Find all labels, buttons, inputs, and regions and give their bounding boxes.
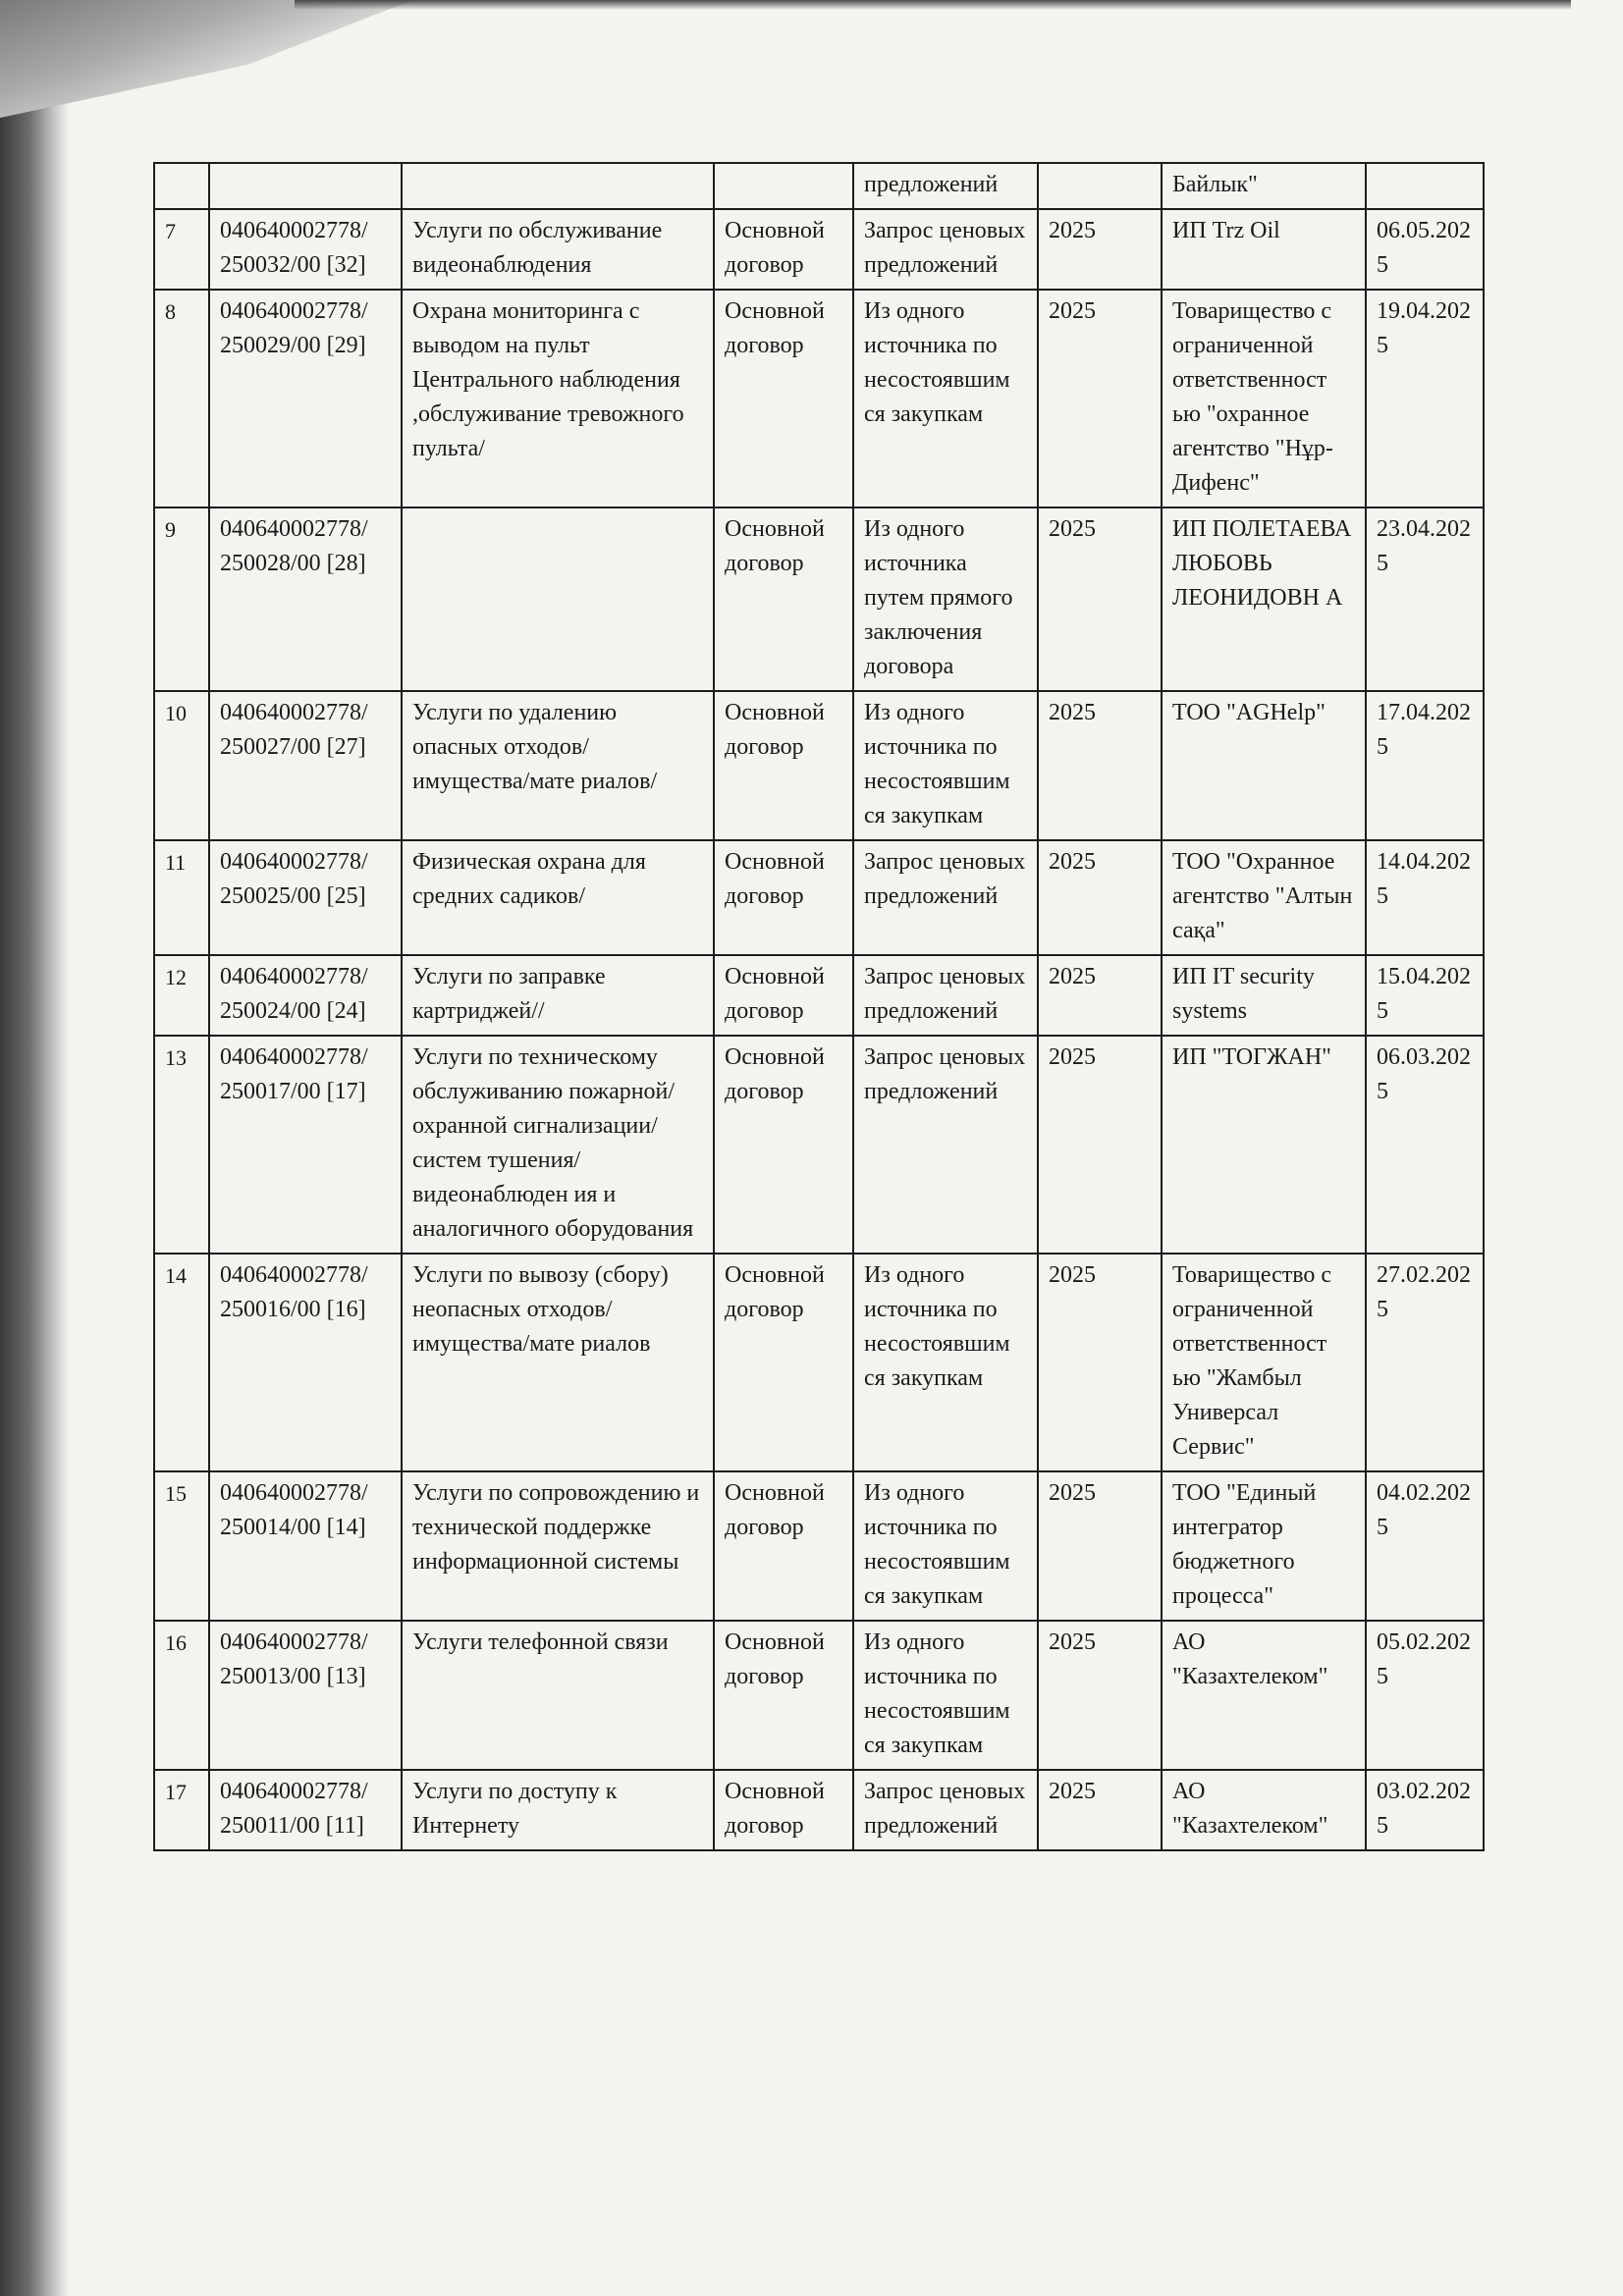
contract-year: 2025 [1038,209,1162,290]
supplier-name: АО "Казахтелеком" [1162,1621,1366,1770]
service-name [402,507,714,691]
procurement-method: Запрос ценовых предложений [853,209,1038,290]
procurement-method: Из одного источника путем прямого заключения договора [853,507,1038,691]
scan-left-edge [0,0,69,2296]
contract-id [209,163,402,209]
service-name: Услуги по заправке картриджей// [402,955,714,1036]
contract-type: Основной договор [714,209,853,290]
procurement-method: Запрос ценовых предложений [853,840,1038,955]
contract-id: 040640002778/ 250014/00 [14] [209,1471,402,1621]
contract-type: Основной договор [714,290,853,507]
contract-year: 2025 [1038,1770,1162,1850]
row-number: 9 [154,507,209,691]
contract-id: 040640002778/ 250013/00 [13] [209,1621,402,1770]
contract-type [714,163,853,209]
contract-id: 040640002778/ 250016/00 [16] [209,1254,402,1471]
table-row [154,1770,1484,1850]
row-number: 7 [154,209,209,290]
contract-id: 040640002778/ 250025/00 [25] [209,840,402,955]
contract-year: 2025 [1038,691,1162,840]
contract-date: 04.02.2025 [1366,1471,1484,1621]
row-number: 11 [154,840,209,955]
contract-date: 15.04.2025 [1366,955,1484,1036]
contract-year: 2025 [1038,955,1162,1036]
table-row [154,1621,1484,1770]
service-name: Охрана мониторинга с выводом на пульт Центрального наблюдения ,обслуживание тревожного пульта/ [402,290,714,507]
contract-date: 27.02.2025 [1366,1254,1484,1471]
supplier-name: Товарищество с ограниченной ответственност ью "Жамбыл Универсал Сервис" [1162,1254,1366,1471]
contract-id: 040640002778/ 250024/00 [24] [209,955,402,1036]
contract-date: 23.04.2025 [1366,507,1484,691]
row-number: 16 [154,1621,209,1770]
service-name: Услуги по удалению опасных отходов/имущества/мате риалов/ [402,691,714,840]
table-row [154,1254,1484,1471]
table-row [154,840,1484,955]
contract-year: 2025 [1038,290,1162,507]
table-row [154,507,1484,691]
row-number: 12 [154,955,209,1036]
table-row [154,1036,1484,1254]
service-name: Физическая охрана для средних садиков/ [402,840,714,955]
table-row [154,955,1484,1036]
contract-year: 2025 [1038,840,1162,955]
table-row [154,290,1484,507]
table-row [154,691,1484,840]
supplier-name: ТОО "AGHelp" [1162,691,1366,840]
service-name: Услуги по доступу к Интернету [402,1770,714,1850]
contract-date: 06.03.2025 [1366,1036,1484,1254]
contract-date: 14.04.2025 [1366,840,1484,955]
row-number [154,163,209,209]
table-row [154,163,1484,209]
contract-id: 040640002778/ 250032/00 [32] [209,209,402,290]
procurement-method: Запрос ценовых предложений [853,955,1038,1036]
table-row [154,1471,1484,1621]
contract-id: 040640002778/ 250017/00 [17] [209,1036,402,1254]
supplier-name: ИП ПОЛЕТАЕВА ЛЮБОВЬ ЛЕОНИДОВН А [1162,507,1366,691]
contract-type: Основной договор [714,691,853,840]
contract-year: 2025 [1038,1621,1162,1770]
scan-top-edge [295,0,1571,10]
procurement-method: Из одного источника по несостоявшим ся закупкам [853,1471,1038,1621]
service-name: Услуги по обслуживание видеонаблюдения [402,209,714,290]
contract-type: Основной договор [714,1770,853,1850]
procurement-method: предложений [853,163,1038,209]
procurement-method: Запрос ценовых предложений [853,1036,1038,1254]
contract-type: Основной договор [714,507,853,691]
supplier-name: ТОО "Единый интегратор бюджетного процесса" [1162,1471,1366,1621]
contract-year: 2025 [1038,1254,1162,1471]
contract-date [1366,163,1484,209]
contract-date: 17.04.2025 [1366,691,1484,840]
contract-type: Основной договор [714,840,853,955]
procurement-method: Из одного источника по несостоявшим ся закупкам [853,1621,1038,1770]
contract-year: 2025 [1038,1036,1162,1254]
procurement-method: Запрос ценовых предложений [853,1770,1038,1850]
service-name: Услуги телефонной связи [402,1621,714,1770]
service-name: Услуги по техническому обслуживанию пожарной/охранной сигнализации/систем тушения/видеонаблюден ия и аналогичного оборудования [402,1036,714,1254]
procurement-method: Из одного источника по несостоявшим ся закупкам [853,691,1038,840]
procurement-method: Из одного источника по несостоявшим ся закупкам [853,290,1038,507]
service-name: Услуги по вывозу (сбору) неопасных отходов/имущества/мате риалов [402,1254,714,1471]
row-number: 8 [154,290,209,507]
table-body [154,163,1484,1850]
row-number: 13 [154,1036,209,1254]
contract-year: 2025 [1038,1471,1162,1621]
row-number: 17 [154,1770,209,1850]
procurement-method: Из одного источника по несостоявшим ся закупкам [853,1254,1038,1471]
contract-year [1038,163,1162,209]
contract-id: 040640002778/ 250028/00 [28] [209,507,402,691]
supplier-name: ИП "ТОГЖАН" [1162,1036,1366,1254]
contract-year: 2025 [1038,507,1162,691]
contract-date: 19.04.2025 [1366,290,1484,507]
contract-type: Основной договор [714,955,853,1036]
contract-id: 040640002778/ 250011/00 [11] [209,1770,402,1850]
row-number: 15 [154,1471,209,1621]
procurement-contracts-table [153,162,1485,1851]
row-number: 14 [154,1254,209,1471]
contract-date: 06.05.2025 [1366,209,1484,290]
contract-id: 040640002778/ 250027/00 [27] [209,691,402,840]
contract-id: 040640002778/ 250029/00 [29] [209,290,402,507]
row-number: 10 [154,691,209,840]
service-name: Услуги по сопровождению и технической поддержке информационной системы [402,1471,714,1621]
supplier-name: ИП Trz Oil [1162,209,1366,290]
contract-type: Основной договор [714,1036,853,1254]
supplier-name: ТОО "Охранное агентство "Алтын сақа" [1162,840,1366,955]
contract-type: Основной договор [714,1254,853,1471]
contract-type: Основной договор [714,1471,853,1621]
supplier-name: Байлык" [1162,163,1366,209]
contract-date: 03.02.2025 [1366,1770,1484,1850]
scan-folded-corner [0,0,412,118]
supplier-name: ИП IT security systems [1162,955,1366,1036]
table-row [154,209,1484,290]
supplier-name: АО "Казахтелеком" [1162,1770,1366,1850]
service-name [402,163,714,209]
contract-type: Основной договор [714,1621,853,1770]
supplier-name: Товарищество с ограниченной ответственност ью "охранное агентство "Нұр-Дифенс" [1162,290,1366,507]
contract-date: 05.02.2025 [1366,1621,1484,1770]
